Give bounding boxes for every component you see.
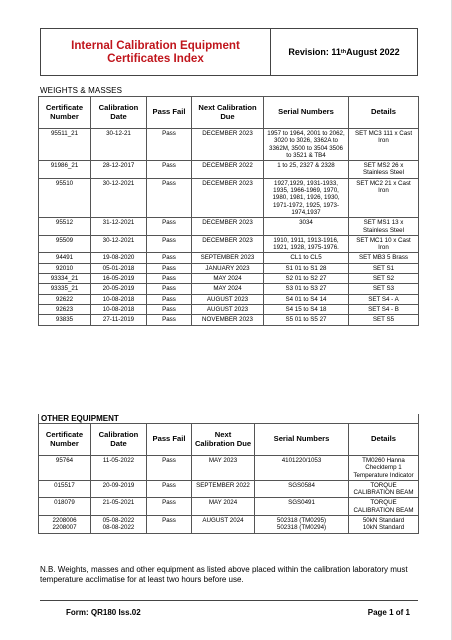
cell-next-calibration-due: AUGUST 2023 (192, 294, 264, 304)
cell-pass-fail: Pass (147, 294, 192, 304)
cell-calibration-date: 30-12-2021 (91, 178, 147, 217)
other-equipment-title: OTHER EQUIPMENT (39, 414, 419, 424)
cell-details: SET S4 - B (349, 304, 419, 314)
table-row (39, 498, 419, 516)
cell-certificate-number: 95512 (39, 218, 91, 236)
cell-next-calibration-due: DECEMBER 2022 (192, 161, 264, 179)
col-next-calibration-due: Next Calibration Due (192, 424, 255, 456)
cell-pass-fail: Pass (147, 480, 192, 498)
revision-label (271, 29, 417, 75)
table-row (39, 218, 419, 236)
cell-details: SET MC1 10 x Cast Iron (349, 235, 419, 253)
revision-suffix: August 2022 (346, 47, 400, 57)
col-serial-numbers: Serial Numbers (255, 424, 349, 456)
col-certificate-number: Certificate Number (39, 97, 91, 129)
other-equipment-title-row (39, 414, 419, 424)
cell-next-calibration-due: DECEMBER 2023 (192, 235, 264, 253)
document-title (41, 29, 271, 75)
cell-calibration-date: 10-08-2018 (91, 304, 147, 314)
cell-next-calibration-due: MAY 2023 (192, 456, 255, 481)
cell-certificate-number: 95764 (39, 456, 91, 481)
table-row (39, 263, 419, 273)
acclimatise-note: N.B. Weights, masses and other equipment as listed above placed within the calibration laboratory must temperature acclimatise for at least two hours before use. (40, 565, 408, 584)
cell-details: SET MC2 21 x Cast Iron (349, 178, 419, 217)
cell-details: SET S5 (349, 315, 419, 325)
revision-sup: th (340, 49, 347, 55)
cell-pass-fail: Pass (147, 263, 192, 273)
cell-calibration-date: 31-12-2021 (91, 218, 147, 236)
cell-details: SET MS2 26 x Stainless Steel (349, 161, 419, 179)
cell-certificate-number: 95511_21 (39, 129, 91, 161)
cell-certificate-number: 2208006 2208007 (39, 516, 91, 534)
cell-details: SET MS1 13 x Stainless Steel (349, 218, 419, 236)
cell-serial-numbers: SGS0584 (255, 480, 349, 498)
cell-pass-fail: Pass (147, 516, 192, 534)
cell-calibration-date: 16-05-2019 (91, 274, 147, 284)
cell-pass-fail: Pass (147, 235, 192, 253)
cell-serial-numbers: 1910, 1911, 1913-1916, 1921, 1928, 1975-1976. (264, 235, 349, 253)
cell-serial-numbers: 502318 (TM0295) 502318 (TM0294) (255, 516, 349, 534)
cell-next-calibration-due: DECEMBER 2023 (192, 178, 264, 217)
col-details: Details (349, 424, 419, 456)
page-number: Page 1 of 1 (367, 608, 410, 617)
cell-next-calibration-due: AUGUST 2024 (192, 516, 255, 534)
col-next-calibration-due: Next Calibration Due (192, 97, 264, 129)
cell-serial-numbers: SGS0491 (255, 498, 349, 516)
cell-details: TORQUE CALIBRATION BEAM (349, 498, 419, 516)
cell-details: TORQUE CALIBRATION BEAM (349, 480, 419, 498)
cell-serial-numbers: S4 01 to S4 14 (264, 294, 349, 304)
table-row (39, 284, 419, 294)
cell-serial-numbers: 3034 (264, 218, 349, 236)
table-row (39, 315, 419, 325)
cell-certificate-number: 93835 (39, 315, 91, 325)
cell-pass-fail: Pass (147, 315, 192, 325)
table-row (39, 253, 419, 263)
cell-calibration-date: 10-08-2018 (91, 294, 147, 304)
cell-pass-fail: Pass (147, 129, 192, 161)
cell-next-calibration-due: DECEMBER 2023 (192, 129, 264, 161)
cell-details: SET S1 (349, 263, 419, 273)
cell-serial-numbers: S1 01 to S1 28 (264, 263, 349, 273)
cell-pass-fail: Pass (147, 456, 192, 481)
cell-certificate-number: 94491 (39, 253, 91, 263)
cell-certificate-number: 95509 (39, 235, 91, 253)
weights-table-body (39, 129, 419, 326)
col-certificate-number: Certificate Number (39, 424, 91, 456)
cell-certificate-number: 92010 (39, 263, 91, 273)
cell-pass-fail: Pass (147, 161, 192, 179)
cell-serial-numbers: S4 15 to S4 18 (264, 304, 349, 314)
other-equipment-table-body (39, 456, 419, 534)
form-number: Form: QR180 Iss.02 (66, 608, 141, 617)
cell-next-calibration-due: AUGUST 2023 (192, 304, 264, 314)
cell-serial-numbers: 1957 to 1964, 2001 to 2062, 3020 to 3026, 3362A to 3362M, 3500 to 3504 3506 to 3521 & TB4 (264, 129, 349, 161)
cell-pass-fail: Pass (147, 284, 192, 294)
weights-table (38, 96, 419, 326)
cell-serial-numbers: CL1 to CL5 (264, 253, 349, 263)
cell-next-calibration-due: DECEMBER 2023 (192, 218, 264, 236)
cell-next-calibration-due: JANUARY 2023 (192, 263, 264, 273)
cell-calibration-date: 05-01-2018 (91, 263, 147, 273)
cell-next-calibration-due: MAY 2024 (192, 284, 264, 294)
col-calibration-date: Calibration Date (91, 97, 147, 129)
cell-next-calibration-due: SEPTEMBER 2023 (192, 253, 264, 263)
document-title-line1: Internal Calibration Equipment (71, 38, 240, 52)
table-row (39, 274, 419, 284)
cell-calibration-date: 20-09-2019 (91, 480, 147, 498)
table-row (39, 294, 419, 304)
table-row (39, 456, 419, 481)
cell-certificate-number: 91986_21 (39, 161, 91, 179)
cell-calibration-date: 20-05-2019 (91, 284, 147, 294)
weights-header-row (39, 97, 419, 129)
cell-details: SET MB3 5 Brass (349, 253, 419, 263)
document-title-line2: Certificates Index (107, 52, 204, 65)
col-calibration-date: Calibration Date (91, 424, 147, 456)
cell-certificate-number: 93334_21 (39, 274, 91, 284)
cell-details: SET S3 (349, 284, 419, 294)
document-footer (40, 600, 418, 621)
cell-serial-numbers: S5 01 to S5 27 (264, 315, 349, 325)
col-pass-fail: Pass Fail (147, 424, 192, 456)
table-row (39, 178, 419, 217)
cell-details: SET S2 (349, 274, 419, 284)
cell-pass-fail: Pass (147, 304, 192, 314)
cell-pass-fail: Pass (147, 253, 192, 263)
cell-next-calibration-due: SEPTEMBER 2022 (192, 480, 255, 498)
other-header-row (39, 424, 419, 456)
col-serial-numbers: Serial Numbers (264, 97, 349, 129)
cell-details: 50kN Standard 10kN Standard (349, 516, 419, 534)
cell-pass-fail: Pass (147, 218, 192, 236)
table-row (39, 235, 419, 253)
cell-pass-fail: Pass (147, 498, 192, 516)
cell-calibration-date: 11-05-2022 (91, 456, 147, 481)
cell-serial-numbers: S3 01 to S3 27 (264, 284, 349, 294)
cell-certificate-number: 92623 (39, 304, 91, 314)
cell-calibration-date: 19-08-2020 (91, 253, 147, 263)
col-details: Details (349, 97, 419, 129)
weights-section-title: WEIGHTS & MASSES (40, 86, 123, 95)
cell-next-calibration-due: MAY 2024 (192, 274, 264, 284)
cell-serial-numbers: 1927,1929, 1931-1933, 1935, 1966-1969, 1970, 1980, 1981, 1926, 1930, 1971-1972, 1925, 1973-1974,1937 (264, 178, 349, 217)
table-row (39, 516, 419, 534)
cell-certificate-number: 93335_21 (39, 284, 91, 294)
cell-calibration-date: 21-05-2021 (91, 498, 147, 516)
cell-next-calibration-due: NOVEMBER 2023 (192, 315, 264, 325)
cell-serial-numbers: 4101220/1053 (255, 456, 349, 481)
table-row (39, 129, 419, 161)
cell-details: SET S4 - A (349, 294, 419, 304)
col-pass-fail: Pass Fail (147, 97, 192, 129)
cell-certificate-number: 015517 (39, 480, 91, 498)
cell-certificate-number: 018079 (39, 498, 91, 516)
table-row (39, 161, 419, 179)
cell-pass-fail: Pass (147, 274, 192, 284)
cell-certificate-number: 95510 (39, 178, 91, 217)
document-header (40, 28, 418, 76)
cell-calibration-date: 28-12-2017 (91, 161, 147, 179)
table-row (39, 304, 419, 314)
other-equipment-table (38, 414, 419, 534)
cell-serial-numbers: S2 01 to S2 27 (264, 274, 349, 284)
cell-pass-fail: Pass (147, 178, 192, 217)
cell-calibration-date: 30-12-2021 (91, 235, 147, 253)
cell-certificate-number: 92622 (39, 294, 91, 304)
table-row (39, 480, 419, 498)
cell-serial-numbers: 1 to 25, 2327 & 2328 (264, 161, 349, 179)
cell-details: TM0260 Hanna Checktemp 1 Temperature Indicator (349, 456, 419, 481)
cell-calibration-date: 05-08-2022 08-08-2022 (91, 516, 147, 534)
cell-calibration-date: 27-11-2019 (91, 315, 147, 325)
cell-next-calibration-due: MAY 2024 (192, 498, 255, 516)
cell-details: SET MC3 111 x Cast Iron (349, 129, 419, 161)
cell-calibration-date: 30-12-21 (91, 129, 147, 161)
revision-prefix: Revision: 11 (288, 47, 341, 57)
